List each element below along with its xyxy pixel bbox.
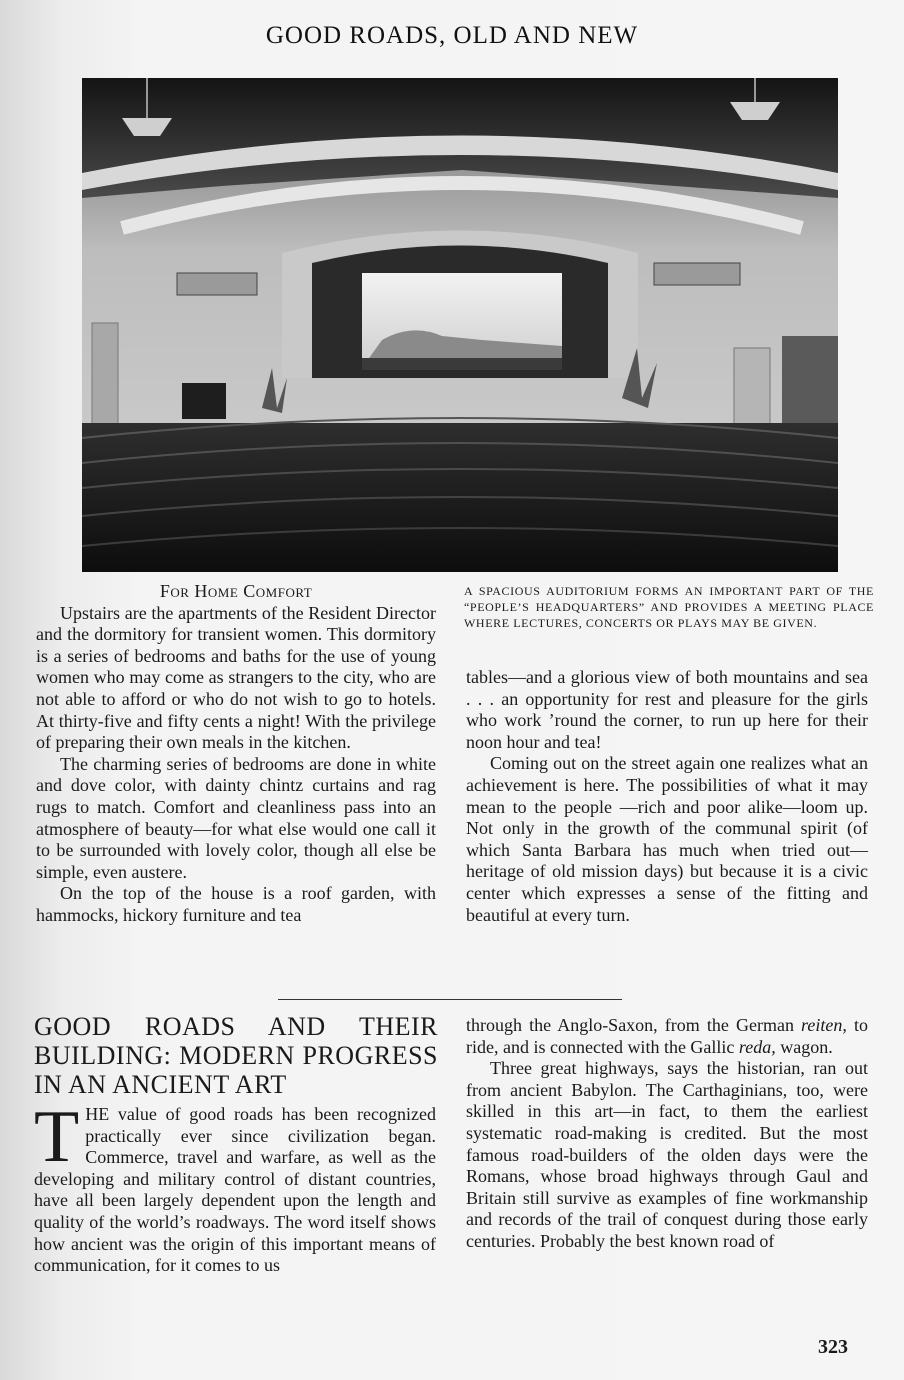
right-column-lower [466,1015,868,1253]
subhead-home-comfort: For Home Comfort [159,581,313,601]
auditorium-photo [82,78,838,572]
section-headline: GOOD ROADS AND THEIR BUILDING: MODERN PROGRESS IN AN ANCIENT ART [34,1012,438,1099]
right-column-upper [466,667,868,926]
paragraph: Upstairs are the apartments of the Resident Director and the dormitory for transient women. This dormitory is a series of bedrooms and baths for the use of young women who may come as strangers to the city, who are not able to afford or who do not wish to go to hotels. At thirty-five and fifty cents a night! With the privilege of preparing their own meals in the kitchen. [36,602,436,753]
page-number: 323 [818,1336,848,1358]
paragraph: through the Anglo-Saxon, from the German reiten, to ride, and is connected with the Gallic reda, wagon. [466,1015,868,1057]
section-divider [278,999,622,1000]
left-column-lower [34,1096,436,1277]
word-reiten: reiten, [801,1015,847,1035]
paragraph: Coming out on the street again one realizes what an achievement is here. The possibilities of what it may mean to the people —rich and poor alike—loom up. Not only in the growth of the communal spirit (of which Santa Barbara has much when tried out—heritage of old mission days) but because it is a civic center which expresses a sense of the fitting and beautiful at every turn. [466,753,868,925]
drop-cap: T [34,1096,80,1178]
running-head: GOOD ROADS, OLD AND NEW [265,22,639,49]
paragraph: tables—and a glorious view of both mountains and sea . . . an opportunity for rest and pleasure for the girls who work ’round the corner, to run up here for their noon hour and tea! [466,667,868,752]
word-reda: reda, [738,1036,776,1057]
photo-caption: A SPACIOUS AUDITORIUM FORMS AN IMPORTANT PART OF THE “PEOPLE’S HEADQUARTERS” AND PROVIDES A MEETING PLACE WHERE LECTURES, CONCERTS OR PLAYS MAY BE GIVEN. [464,584,874,630]
paragraph: HE value of good roads has been recognized practically ever since civilization began. Commerce, travel and warfare, as well as the developing and military control of distant countries, have all been largely dependent upon the length and quality of the world’s roadways. The word itself shows how ancient was the origin of this important means of communication, for it comes to us [34,1104,436,1276]
paragraph: The charming series of bedrooms are done in white and dove color, with dainty chintz curtains and rag rugs to match. Comfort and cleanliness pass into an atmosphere of beauty—for what else would one call it to be surrounded with lovely color, though all else be simple, even austere. [36,753,436,882]
paragraph: Three great highways, says the historian, ran out from ancient Babylon. The Carthaginians, too, were skilled in this art—in fact, to them the earliest systematic road-making is credited. But the most famous road-builders of the olden days were the Romans, whose broad highways through Gaul and Britain still survive as examples of fine workmanship and records of the trail of conquest during those early centuries. Probably the best known road of [466,1058,868,1251]
paragraph: On the top of the house is a roof garden, with hammocks, hickory furniture and tea [36,883,436,925]
left-column-upper [36,581,436,927]
